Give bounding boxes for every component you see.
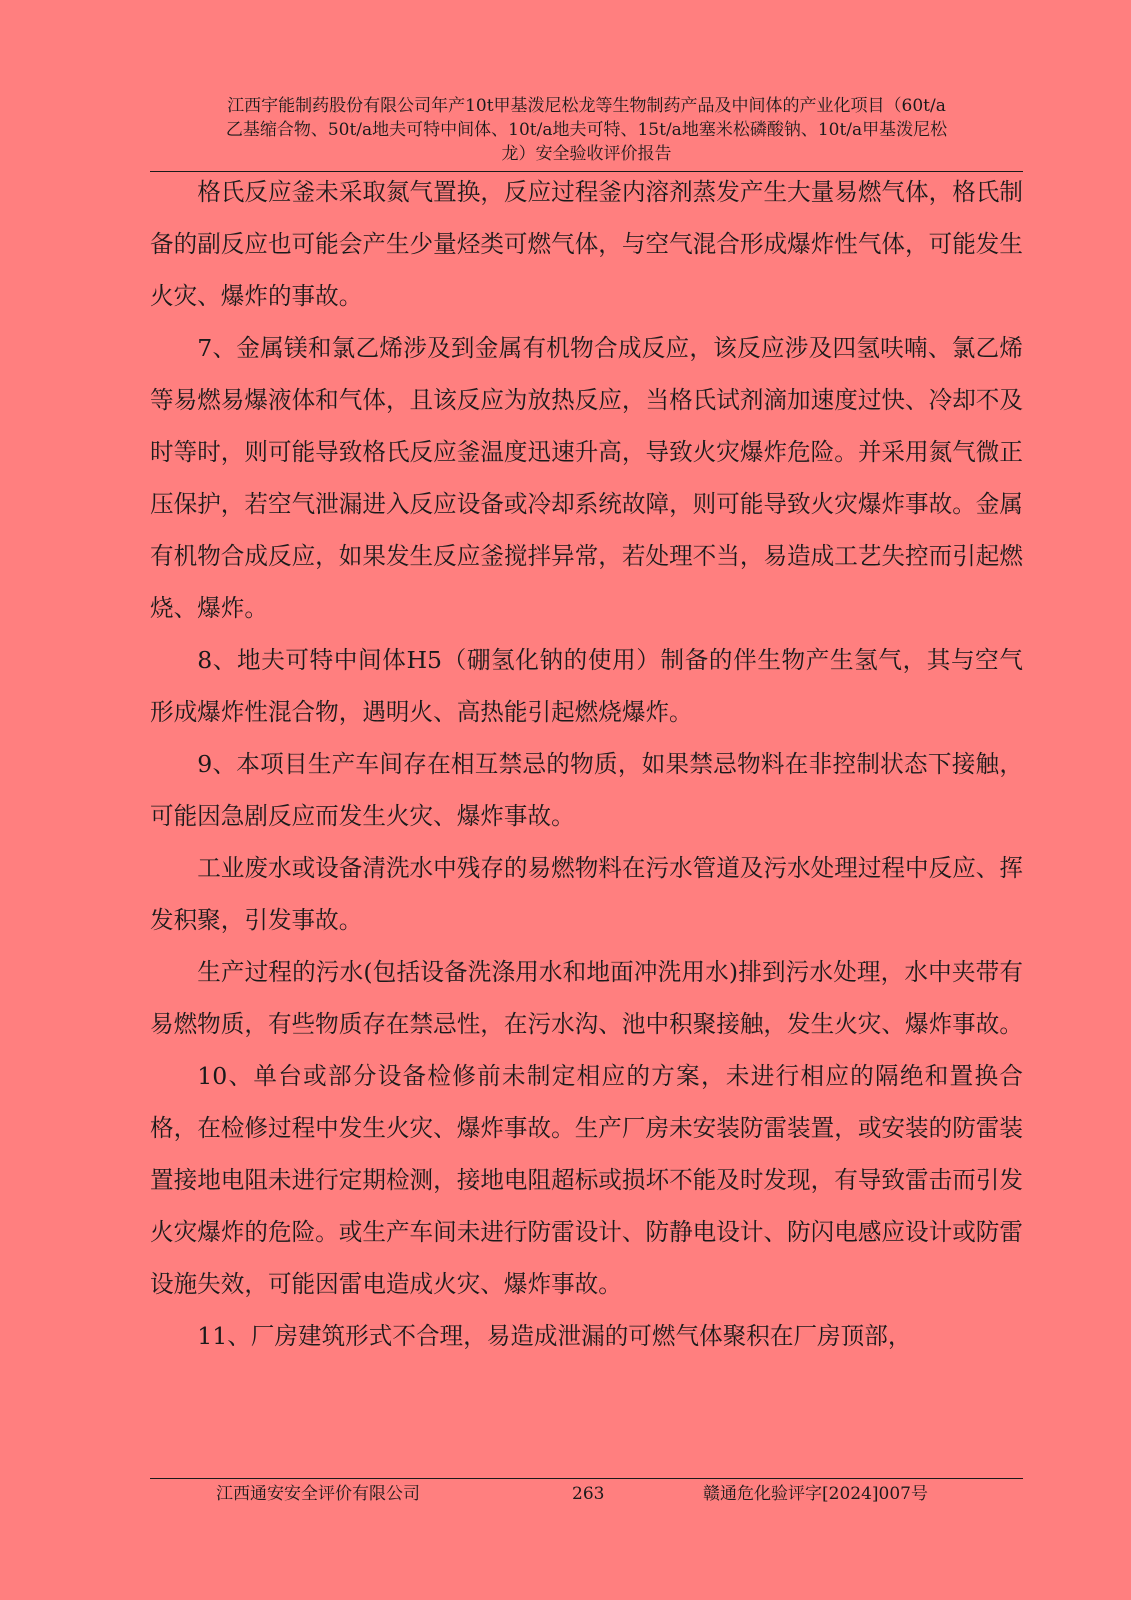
paragraph: 9、本项目生产车间存在相互禁忌的物质，如果禁忌物料在非控制状态下接触，可能因急剧反应而发生火灾、爆炸事故。 <box>150 750 1023 830</box>
paragraph: 工业废水或设备清洗水中残存的易燃物料在污水管道及污水处理过程中反应、挥发积聚，引发事故。 <box>150 854 1023 934</box>
header-title-line-3: 龙）安全验收评价报告 <box>501 144 672 164</box>
footer-company: 江西通安安全评价有限公司 <box>216 1484 420 1504</box>
footer-divider <box>150 1478 1023 1479</box>
paragraph: 10、单台或部分设备检修前未制定相应的方案，未进行相应的隔绝和置换合格，在检修过程中发生火灾、爆炸事故。生产厂房未安装防雷装置，或安装的防雷装置接地电阻未进行定期检测，接地电阻超标或损坏不能及时发现，有导致雷击而引发火灾爆炸的危险。或生产车间未进行防雷设计、防静电设计、防闪电感应设计或防雷设施失效，可能因雷电造成火灾、爆炸事故。 <box>150 1062 1023 1298</box>
page-header <box>150 94 1023 166</box>
paragraph: 生产过程的污水(包括设备洗涤用水和地面冲洗用水)排到污水处理，水中夹带有易燃物质，有些物质存在禁忌性，在污水沟、池中积聚接触，发生火灾、爆炸事故。 <box>150 958 1023 1038</box>
paragraph: 格氏反应釜未采取氮气置换，反应过程釜内溶剂蒸发产生大量易燃气体，格氏制备的副反应也可能会产生少量烃类可燃气体，与空气混合形成爆炸性气体，可能发生火灾、爆炸的事故。 <box>150 178 1023 310</box>
paragraph: 7、金属镁和氯乙烯涉及到金属有机物合成反应，该反应涉及四氢呋喃、氯乙烯等易燃易爆液体和气体，且该反应为放热反应，当格氏试剂滴加速度过快、冷却不及时等时，则可能导致格氏反应釜温度迅速升高，导致火灾爆炸危险。并采用氮气微正压保护，若空气泄漏进入反应设备或冷却系统故障，则可能导致火灾爆炸事故。金属有机物合成反应，如果发生反应釜搅拌异常，若处理不当，易造成工艺失控而引起燃烧、爆炸。 <box>150 334 1023 622</box>
page-number: 263 <box>572 1484 605 1504</box>
document-body <box>150 166 1023 1362</box>
header-title-line-2: 乙基缩合物、50t/a地夫可特中间体、10t/a地夫可特、15t/a地塞米松磷酸钠、10t/a甲基泼尼松 <box>225 120 948 140</box>
paragraph: 8、地夫可特中间体H5（硼氢化钠的使用）制备的伴生物产生氢气，其与空气形成爆炸性混合物，遇明火、高热能引起燃烧爆炸。 <box>150 646 1023 726</box>
header-title-line-1: 江西宇能制药股份有限公司年产10t甲基泼尼松龙等生物制药产品及中间体的产业化项目（60t/a <box>227 96 946 116</box>
paragraph: 11、厂房建筑形式不合理，易造成泄漏的可燃气体聚积在厂房顶部， <box>197 1322 912 1350</box>
document-code: 赣通危化验评字[2024]007号 <box>703 1484 928 1504</box>
